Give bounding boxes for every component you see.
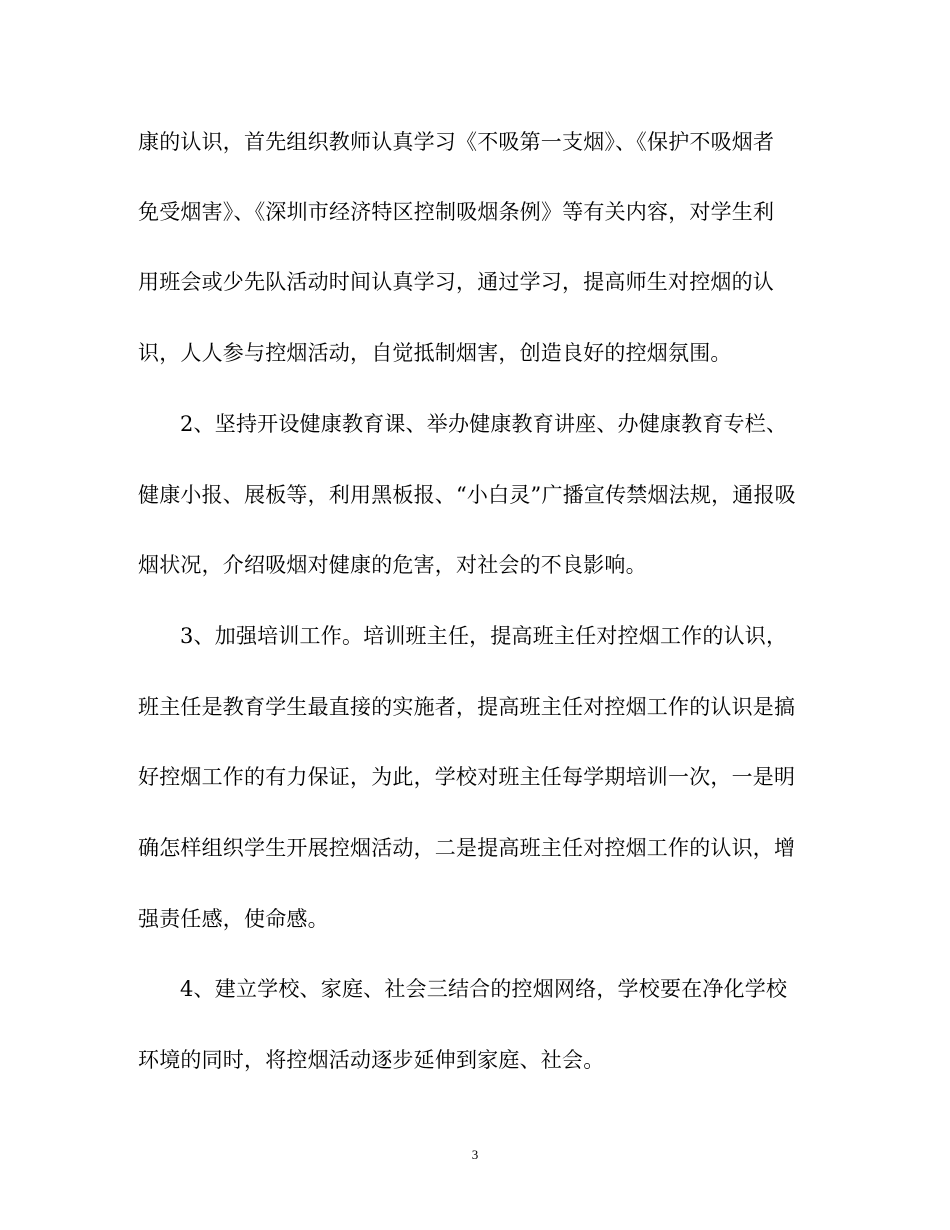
text-line: 确怎样组织学生开展控烟活动，二是提高班主任对控烟工作的认识，增 (138, 836, 796, 860)
paragraph-4-first-line: 4、建立学校、家庭、社会三结合的控烟网络，学校要在净化学校 (180, 977, 788, 1001)
text-line: 好控烟工作的有力保证，为此，学校对班主任每学期培训一次，一是明 (138, 765, 796, 789)
page-number: 3 (471, 1147, 479, 1162)
paragraph-3-first-line: 3、加强培训工作。培训班主任，提高班主任对控烟工作的认识， (180, 624, 788, 648)
text-line: 免受烟害》、《深圳市经济特区控制吸烟条例》等有关内容，对学生利 (138, 200, 775, 224)
text-line: 环境的同时，将控烟活动逐步延伸到家庭、社会。 (138, 1048, 605, 1072)
text-line: 烟状况，介绍吸烟对健康的危害，对社会的不良影响。 (138, 553, 647, 577)
text-line: 强责任感，使命感。 (138, 907, 329, 931)
text-line: 健康小报、展板等，利用黑板报、“小白灵”广播宣传禁烟法规，通报吸 (138, 483, 796, 507)
text-line: 康的认识，首先组织教师认真学习《不吸第一支烟》、《保护不吸烟者 (138, 130, 775, 154)
text-line: 识，人人参与控烟活动，自觉抵制烟害，创造良好的控烟氛围。 (138, 341, 732, 365)
text-line: 用班会或少先队活动时间认真学习，通过学习，提高师生对控烟的认 (138, 270, 774, 294)
paragraph-2-first-line: 2、坚持开设健康教育课、举办健康教育讲座、办健康教育专栏、 (180, 412, 788, 436)
text-line: 班主任是教育学生最直接的实施者，提高班主任对控烟工作的认识是搞 (138, 695, 796, 719)
